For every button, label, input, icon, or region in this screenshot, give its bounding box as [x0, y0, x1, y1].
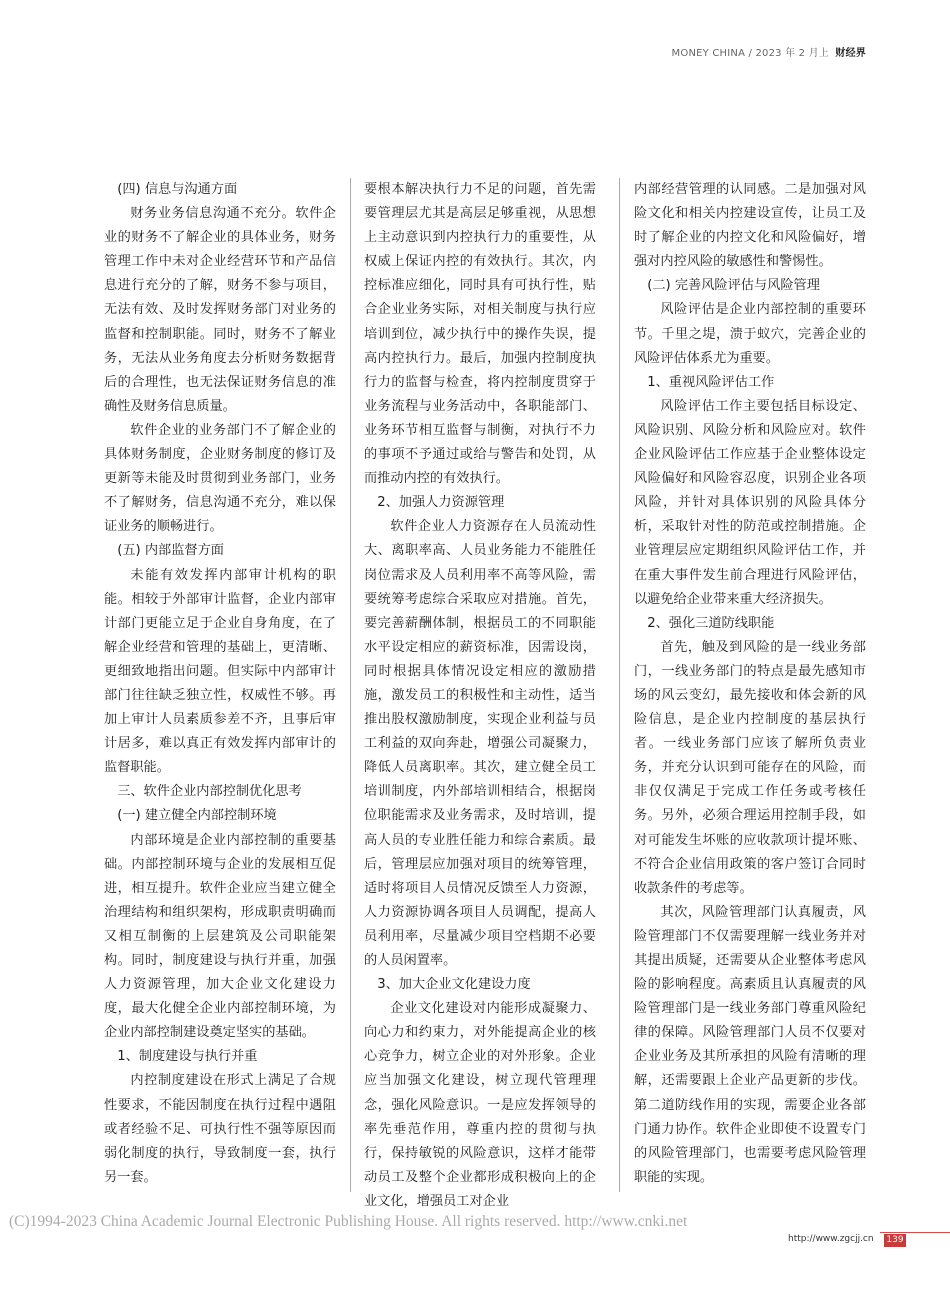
- section-heading: (四) 信息与沟通方面: [117, 182, 238, 197]
- body-paragraph: 风险评估是企业内部控制的重要环节。千里之堤，溃于蚁穴，完善企业的风险评估体系尤为重要。: [634, 302, 866, 366]
- section-heading: (二) 完善风险评估与风险管理: [647, 278, 820, 294]
- body-paragraph: 财务业务信息沟通不充分。软件企业的财务不了解企业的具体业务，财务管理工作中未对企业经营环节和产品信息进行充分的了解，财务不参与项目，无法有效、及时发挥财务部门对业务的监督和控制职能。同时，财务不了解业务，无法从业务角度去分析财务数据背后的合理性，也无法保证财务信息的准确性及财务信息质量。: [104, 206, 336, 414]
- section-heading: 3、加大企业文化建设力度: [377, 977, 531, 993]
- body-paragraph: 内控制度建设在形式上满足了合规性要求，不能因制度在执行过程中遇阻或者经验不足、可执行性不强等原因而弱化制度的执行，导致制度一套，执行另一套。: [104, 1073, 336, 1185]
- body-paragraph: 其次，风险管理部门认真履责，风险管理部门不仅需要理解一线业务并对其提出质疑，还需要从企业整体考虑风险的影响程度。高素质且认真履责的风险管理部门是一线业务部门尊重风险纪律的保障。风险管理部门人员不仅要对企业业务及其所承担的风险有清晰的理解，还需要跟上企业产品更新的步伐。第二道防线作用的实现，需要企业各部门通力协作。软件企业即使不设置专门的风险管理部门，也需要考虑风险管理职能的实现。: [634, 904, 866, 1185]
- magazine-name: MONEY CHINA: [671, 48, 746, 59]
- website-url: http://www.zgcjj.cn: [788, 1234, 874, 1244]
- text-column-3: [634, 178, 866, 1190]
- body-paragraph: 要根本解决执行力不足的问题，首先需要管理层尤其是高层足够重视，从思想上主动意识到内控执行力的重要性，从权威上保证内控的有效执行。其次，内控标准应细化，同时具有可执行性，贴合企业业务实际，对相关制度与执行应培训到位，减少执行中的操作失误，提高内控执行力。最后，加强内控制度执行力的监督与检查，将内控制度贯穿于业务流程与业务活动中，各职能部门、业务环节相互监督与制衡，对执行不力的事项不予通过或给与警告和处罚，从而推动内控的有效执行。: [364, 182, 596, 487]
- body-paragraph: 内部经营管理的认同感。二是加强对风险文化和相关内控建设宣传，让员工及时了解企业的内控文化和风险偏好，增强对内控风险的敏感性和警惕性。: [634, 182, 866, 270]
- issue-date: / 2023 年 2 月上: [748, 48, 829, 59]
- section-heading: 2、强化三道防线职能: [647, 615, 775, 631]
- page-number: 139: [884, 1234, 906, 1247]
- body-paragraph: 内部环境是企业内部控制的重要基础。内部控制环境与企业的发展相互促进，相互提升。软件企业应当建立健全治理结构和组织架构，形成职责明确而又相互制衡的上层建筑及公司职能架构。同时，制度建设与执行并重，加强人力资源管理，加大企业文化建设力度，最大化健全企业内部控制环境，为企业内部控制建设奠定坚实的基础。: [104, 832, 336, 1041]
- column-divider: [619, 178, 620, 1192]
- text-column-2: [364, 178, 596, 1214]
- body-paragraph: 首先，触及到风险的是一线业务部门，一线业务部门的特点是最先感知市场的风云变幻，最先接收和体会新的风险信息，是企业内控制度的基层执行者。一线业务部门应该了解所负责业务，并充分认识到可能存在的风险，而非仅仅满足于完成工作任务或考核任务。另外，必须合理运用控制手段，如对可能发生坏账的应收款项计提坏账、不符合企业信用政策的客户签订合同时收款条件的考虑等。: [634, 639, 866, 896]
- footer-rule: [880, 1232, 950, 1233]
- body-paragraph: 未能有效发挥内部审计机构的职能。相较于外部审计监督，企业内部审计部门更能立足于企业自身角度，在了解企业经营和管理的基础上，更清晰、更细致地指出问题。但实际中内部审计部门往往缺乏独立性，权威性不够。再加上审计人员素质参差不齐，且事后审计居多，难以真正有效发挥内部审计的监督职能。: [104, 567, 336, 776]
- body-paragraph: 软件企业人力资源存在人员流动性大、离职率高、人员业务能力不能胜任岗位需求及人员利用率不高等风险，需要统筹考虑综合采取应对措施。首先，要完善薪酬体制，根据员工的不同职能水平设定相应的薪资标准，因需设岗，同时根据具体情况设定相应的激励措施，激发员工的积极性和主动性，适当推出股权激励制度，实现企业利益与员工利益的双向奔赴，增强公司凝聚力，降低人员离职率。其次，建立健全员工培训制度，内外部培训相结合，根据岗位职能需求及业务需求，及时培训，提高人员的专业胜任能力和综合素质。最后，管理层应加强对项目的统筹管理，适时将项目人员情况反馈至人力资源，人力资源协调各项目人员调配，提高人员利用率，尽量减少项目空档期不必要的人员闲置率。: [364, 519, 596, 968]
- section-heading: 1、制度建设与执行并重: [117, 1049, 258, 1065]
- section-heading: 1、重视风险评估工作: [647, 374, 775, 390]
- section-heading: (一) 建立健全内部控制环境: [117, 808, 277, 824]
- body-paragraph: 风险评估工作主要包括目标设定、风险识别、风险分析和风险应对。软件企业风险评估工作应基于企业整体设定风险偏好和风险容忍度，识别企业各项风险，并针对具体识别的风险具体分析，采取针对性的防范或控制措施。企业管理层应定期组织风险评估工作，并在重大事件发生前合理进行风险评估，以避免给企业带来重大经济损失。: [634, 398, 866, 607]
- text-column-1: [104, 178, 336, 1190]
- copyright-watermark: (C)1994-2023 China Academic Journal Electronic Publishing House. All rights reserved. http://www.cnki.net: [9, 1213, 688, 1230]
- section-heading: 2、加强人力资源管理: [377, 495, 505, 511]
- section-heading: (五) 内部监督方面: [117, 543, 224, 559]
- section-heading: 三、软件企业内部控制优化思考: [117, 784, 302, 800]
- section-name: 财经界: [835, 48, 866, 59]
- body-paragraph: 企业文化建设对内能形成凝聚力、向心力和约束力，对外能提高企业的核心竞争力，树立企业的对外形象。企业应当加强文化建设，树立现代管理理念，强化风险意识。一是应发挥领导的率先垂范作用，尊重内控的贯彻与执行，保持敏锐的风险意识，这样才能带动员工及整个企业都形成积极向上的企业文化，增强员工对企业: [364, 1001, 596, 1209]
- column-divider: [350, 178, 351, 1192]
- running-header: [672, 44, 866, 59]
- body-paragraph: 软件企业的业务部门不了解企业的具体财务制度，企业财务制度的修订及更新等未能及时贯彻到业务部门，业务不了解财务，信息沟通不充分，难以保证业务的顺畅进行。: [104, 422, 336, 535]
